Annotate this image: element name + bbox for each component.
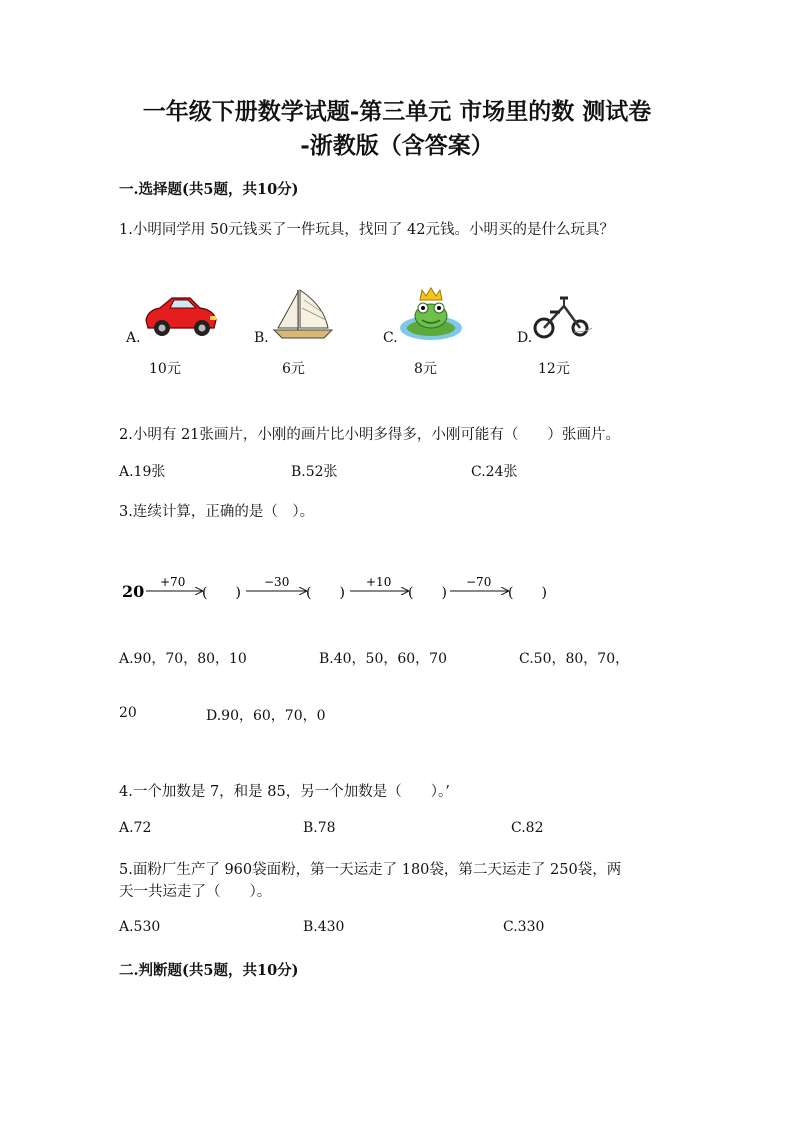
q5-option-a: A.530 — [119, 919, 161, 935]
toy-car-icon — [140, 290, 220, 340]
q4-option-a: A.72 — [119, 820, 152, 836]
q5-option-c: C.330 — [503, 919, 545, 935]
q5-option-b: B.430 — [303, 919, 345, 935]
chain-blank-2: ( ) — [306, 585, 345, 601]
q3-option-c-continued: 20 — [119, 705, 137, 721]
q2-option-a: A.19张 — [119, 464, 166, 480]
chain-start: 20 — [122, 582, 145, 601]
q1-option-b-price: 6元 — [282, 361, 305, 377]
tricycle-icon — [530, 292, 594, 340]
section-heading-choice: 一.选择题(共5题，共10分) — [119, 181, 299, 198]
q1-option-d-price: 12元 — [538, 361, 570, 377]
q2-option-c: C.24张 — [471, 464, 518, 480]
page-title-line2: -浙教版（含答案） — [300, 132, 494, 159]
frog-prince-icon — [398, 286, 464, 342]
chain-op-3: +10 — [366, 575, 392, 589]
chain-blank-3: ( ) — [408, 585, 447, 601]
page-title-line1: 一年级下册数学试题-第三单元 市场里的数 测试卷 — [142, 98, 652, 125]
q1-option-c-letter: C. — [383, 330, 398, 346]
q4-option-b: B.78 — [303, 820, 336, 836]
q1-option-a-letter: A. — [126, 330, 141, 346]
q1-option-d-letter: D. — [517, 330, 533, 346]
question-4-text: 4.一个加数是 7，和是 85，另一个加数是（ ）。’ — [119, 784, 450, 800]
chain-op-1: +70 — [160, 575, 186, 589]
question-3-text: 3.连续计算，正确的是（ ）。 — [119, 504, 315, 520]
section-heading-judgement: 二.判断题(共5题，共10分) — [119, 962, 299, 979]
q3-option-c: C.50，80，70， — [519, 651, 630, 667]
q2-option-b: B.52张 — [291, 464, 338, 480]
q3-option-a: A.90，70，80，10 — [119, 651, 247, 667]
question-2-text: 2.小明有 21张画片，小刚的画片比小明多得多，小刚可能有（ ）张画片。 — [119, 427, 620, 443]
chain-blank-1: ( ) — [202, 585, 241, 601]
q4-option-c: C.82 — [511, 820, 544, 836]
question-1-text: 1.小明同学用 50元钱买了一件玩具，找回了 42元钱。小明买的是什么玩具？ — [119, 222, 614, 238]
chain-op-2: −30 — [264, 575, 290, 589]
calculation-chain — [118, 570, 568, 606]
q1-option-c-price: 8元 — [414, 361, 437, 377]
q1-option-b-letter: B. — [254, 330, 269, 346]
question-5-text-line2: 天一共运走了（ ）。 — [119, 884, 272, 900]
chain-blank-4: ( ) — [508, 585, 547, 601]
q3-option-d: D.90，60，70，0 — [206, 708, 326, 724]
sailboat-icon — [272, 286, 336, 342]
chain-op-4: −70 — [466, 575, 492, 589]
q3-option-b: B.40，50，60，70 — [319, 651, 447, 667]
q1-option-a-price: 10元 — [149, 361, 181, 377]
question-5-text-line1: 5.面粉厂生产了 960袋面粉，第一天运走了 180袋，第二天运走了 250袋，两 — [119, 862, 622, 878]
